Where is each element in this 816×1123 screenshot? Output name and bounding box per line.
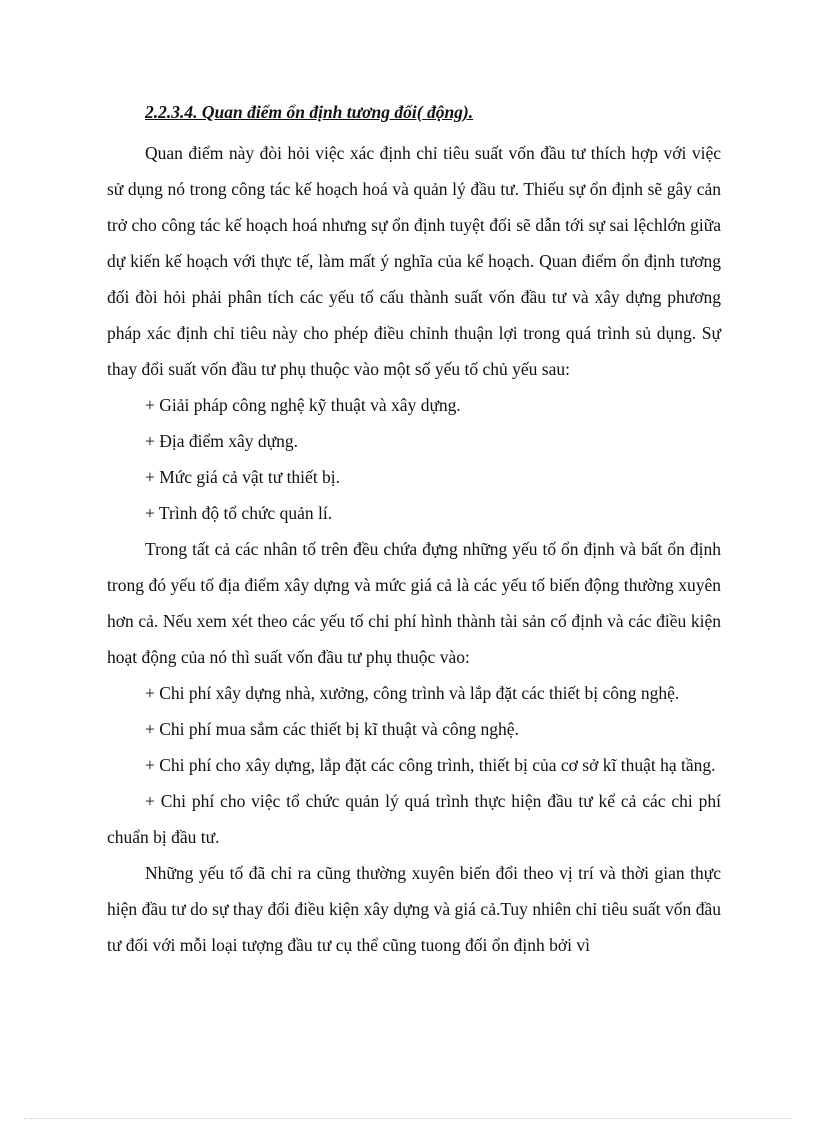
paragraph-conclusion: Những yếu tố đã chỉ ra cũng thường xuyên biến đổi theo vị trí và thời gian thực hiện đầu tư do sự thay đổi điều kiện xây dựng và giá cả.Tuy nhiên chỉ tiêu suất vốn đầu tư đối với mỗi loại tượng đầu tư cụ thể cũng tuong đối ổn định bởi vì xyxy=(107,863,721,955)
factor-item-management: + Trình độ tổ chức quản lí. xyxy=(145,503,333,523)
cost-item-construction: + Chi phí xây dựng nhà, xưởng, công trình và lắp đặt các thiết bị công nghệ. xyxy=(145,683,680,703)
paragraph-stability: Trong tất cả các nhân tố trên đều chứa đựng những yếu tố ổn định và bất ổn định trong đó yếu tố địa điểm xây dựng và mức giá cả là các yếu tố biến động thường xuyên hơn cả. Nếu xem xét theo các yếu tố chi phí hình thành tài sản cố định và các điều kiện hoạt động của nó thì suất vốn đầu tư phụ thuộc vào: xyxy=(107,539,721,667)
document-page xyxy=(107,95,721,963)
cost-item-equipment: + Chi phí mua sắm các thiết bị kĩ thuật và công nghệ. xyxy=(145,719,519,739)
cost-item-management: + Chi phí cho việc tổ chức quản lý quá trình thực hiện đầu tư kể cả các chi phí chuẩn bị đầu tư. xyxy=(107,791,721,847)
factor-item-location: + Địa điểm xây dựng. xyxy=(145,431,299,451)
page-bottom-divider xyxy=(24,1118,792,1119)
paragraph-intro: Quan điểm này đòi hỏi việc xác định chỉ tiêu suất vốn đầu tư thích hợp với việc sử dụng nó trong công tác kế hoạch hoá và quản lý đầu tư. Thiếu sự ổn định sẽ gây cản trở cho công tác kế hoạch hoá nhưng sự ổn định tuyệt đối sẽ dẫn tới sự sai lệchlớn giữa dự kiến kế hoạch với thực tế, làm mất ý nghĩa của kế hoạch. Quan điểm ổn định tương đối đòi hỏi phải phân tích các yếu tố cấu thành suất vốn đầu tư và xây dựng phương pháp xác định chỉ tiêu này cho phép điều chỉnh thuận lợi trong quá trình sủ dụng. Sự thay đổi suất vốn đầu tư phụ thuộc vào một số yếu tố chủ yếu sau: xyxy=(107,143,721,379)
factor-item-technology: + Giải pháp công nghệ kỹ thuật và xây dựng. xyxy=(145,395,461,415)
factor-item-price: + Mức giá cả vật tư thiết bị. xyxy=(145,467,341,487)
cost-item-infrastructure: + Chi phí cho xây dựng, lắp đặt các công trình, thiết bị của cơ sở kĩ thuật hạ tầng. xyxy=(145,755,716,775)
section-heading: 2.2.3.4. Quan điểm ổn định tương đối( động). xyxy=(145,102,474,122)
